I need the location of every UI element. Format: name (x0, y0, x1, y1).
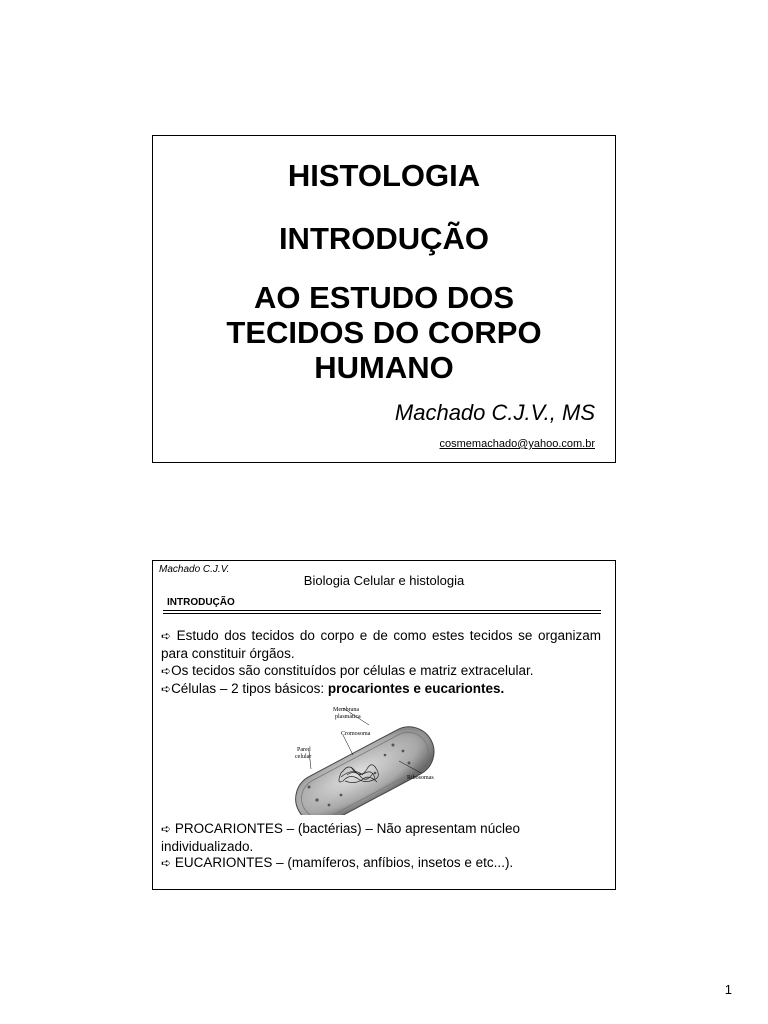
title-subtitle (153, 280, 615, 385)
ribosomes-label: Ribosomas (407, 775, 434, 781)
bullet-text-5: EUCARIONTES – (mamíferos, anfíbios, insetos e etc...). (174, 855, 514, 870)
section-divider-bottom (163, 613, 601, 614)
bullet-text-4: PROCARIONTES – (bactérias) – Não apresentam núcleo individualizado. (161, 821, 520, 854)
author-email-link[interactable]: cosmemachado@yahoo.com.br (439, 438, 595, 450)
title-slide (152, 135, 616, 463)
right-arrow-icon: ➪ (161, 822, 172, 836)
bullet-text-1: Estudo dos tecidos do corpo e de como estes tecidos se organizam para constituir órgãos. (161, 628, 601, 661)
author-name: Machado C.J.V., MS (394, 400, 595, 425)
membrane-label-line2: plasmática (335, 714, 361, 720)
wall-label-line2: celular (295, 754, 312, 760)
bullet-paragraph-3 (161, 680, 601, 698)
title-line-c: HUMANO (314, 350, 454, 385)
right-arrow-icon: ➪ (161, 664, 172, 678)
bullet-paragraph-4 (161, 820, 601, 855)
slide-header: Biologia Celular e histologia (303, 573, 465, 588)
title-introducao: INTRODUÇÃO (278, 221, 490, 256)
right-arrow-icon: ➪ (161, 629, 172, 643)
prokaryote-cell-diagram (281, 705, 481, 815)
bullet-paragraph-1 (161, 627, 601, 662)
title-histologia: HISTOLOGIA (287, 158, 481, 193)
bullet-text-3-bold: procariontes e eucariontes. (327, 681, 505, 696)
bullet-paragraph-5 (161, 854, 601, 872)
slide-author: Machado C.J.V. (159, 564, 230, 575)
bullet-paragraph-2 (161, 662, 601, 680)
title-line-b: TECIDOS DO CORPO (226, 315, 542, 350)
intro-slide (152, 560, 616, 890)
bullet-text-2: Os tecidos são constituídos por células e matriz extracelular. (171, 663, 534, 678)
section-divider-top (163, 610, 601, 611)
page-number: 1 (724, 982, 732, 997)
membrane-label-line1: Membrana (333, 707, 359, 713)
section-title: INTRODUÇÃO (167, 597, 235, 608)
right-arrow-icon: ➪ (161, 682, 172, 696)
title-line-a: AO ESTUDO DOS (253, 280, 515, 315)
bullet-text-3: Células – 2 tipos básicos: (171, 681, 328, 696)
right-arrow-icon: ➪ (161, 856, 172, 870)
chromosome-label: Cromosoma (341, 731, 371, 737)
wall-label-line1: Pared (297, 747, 311, 753)
